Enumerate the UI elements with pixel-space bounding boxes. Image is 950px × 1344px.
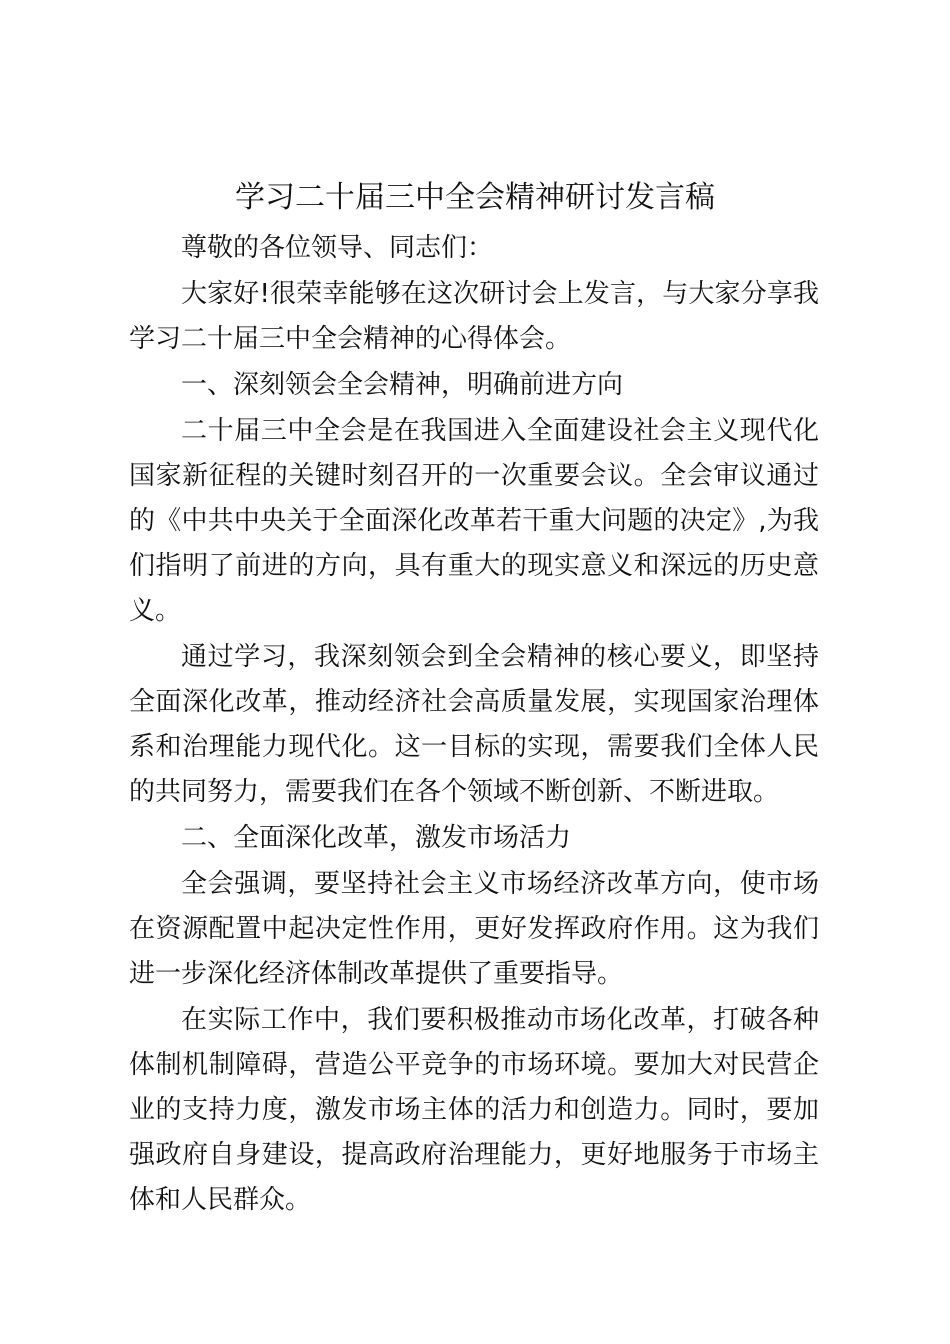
opening-paragraph: 大家好!很荣幸能够在这次研讨会上发言，与大家分享我学习二十届三中全会精神的心得体会。 xyxy=(129,279,819,354)
body-paragraph: 通过学习，我深刻领会到全会精神的核心要义，即坚持全面深化改革，推动经济社会高质量发展，实现国家治理体系和治理能力现代化。这一目标的实现，需要我们全体人民的共同努力，需要我们在各个领域不断创新、不断进取。 xyxy=(129,642,819,807)
body-paragraph: 在实际工作中，我们要积极推动市场化改革，打破各种体制机制障碍，营造公平竞争的市场环境。要加大对民营企业的支持力度，激发市场主体的活力和创造力。同时，要加强政府自身建设，提高政府治理能力，更好地服务于市场主体和人民群众。 xyxy=(129,1005,819,1215)
document-body xyxy=(129,226,819,1224)
salutation: 尊敬的各位领导、同志们： xyxy=(181,233,494,263)
section-heading-2: 二、全面深化改革，激发市场活力 xyxy=(181,823,572,853)
document-title: 学习二十届三中全会精神研讨发言稿 xyxy=(235,180,715,215)
section-heading-1: 一、深刻领会全会精神，明确前进方向 xyxy=(181,370,624,400)
body-paragraph: 二十届三中全会是在我国进入全面建设社会主义现代化国家新征程的关键时刻召开的一次重要会议。全会审议通过的《中共中央关于全面深化改革若干重大问题的决定》,为我们指明了前进的方向，具有重大的现实意义和深远的历史意义。 xyxy=(129,416,819,626)
body-paragraph: 全会强调，要坚持社会主义市场经济改革方向，使市场在资源配置中起决定性作用，更好发挥政府作用。这为我们进一步深化经济体制改革提供了重要指导。 xyxy=(129,869,819,989)
